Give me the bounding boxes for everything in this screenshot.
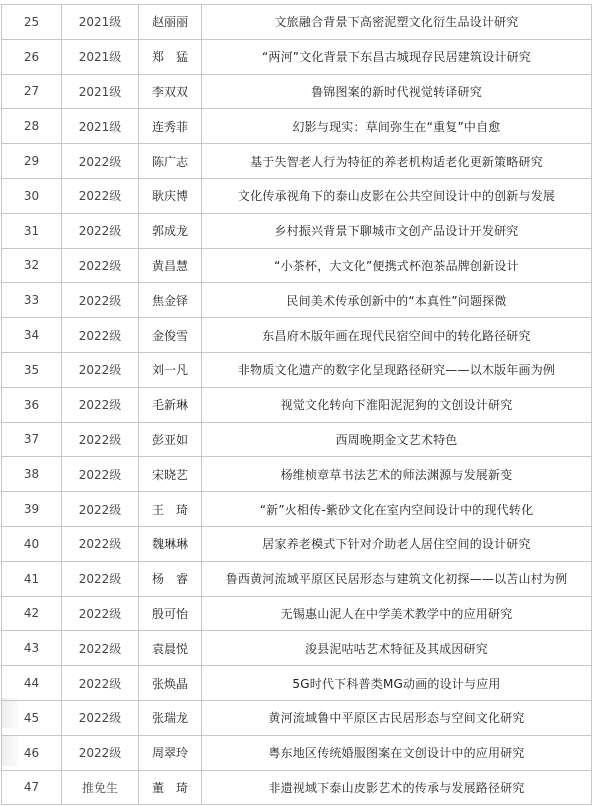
thesis-title-cell: 民间美术传承创新中的“本真性”问题探微 — [202, 283, 592, 318]
table-row — [2, 213, 592, 248]
cohort-cell: 2022级 — [62, 526, 139, 561]
student-name-cell: 耿庆博 — [139, 178, 202, 213]
student-name-cell: 毛新琳 — [139, 387, 202, 422]
row-number-cell: 35 — [2, 352, 62, 387]
row-number-cell: 26 — [2, 39, 62, 74]
thesis-list-table — [1, 4, 592, 805]
row-number-cell: 33 — [2, 283, 62, 318]
row-number-cell: 29 — [2, 144, 62, 179]
thesis-title-cell: 黄河流域鲁中平原区古民居形态与空间文化研究 — [202, 700, 592, 735]
cohort-cell: 2022级 — [62, 700, 139, 735]
row-number-cell: 27 — [2, 74, 62, 109]
table-row — [2, 631, 592, 666]
thesis-title-cell: 东昌府木版年画在现代民宿空间中的转化路径研究 — [202, 318, 592, 353]
thesis-title-cell: “新”火相传-紫砂文化在室内空间设计中的现代转化 — [202, 492, 592, 527]
table-row — [2, 770, 592, 805]
row-number-cell: 42 — [2, 596, 62, 631]
thesis-title-cell: 幻影与现实：草间弥生在“重复”中自愈 — [202, 109, 592, 144]
table-row — [2, 526, 592, 561]
student-name-cell: 陈广志 — [139, 144, 202, 179]
cohort-cell: 2022级 — [62, 144, 139, 179]
thesis-title-cell: 乡村振兴背景下聊城市文创产品设计开发研究 — [202, 213, 592, 248]
table-row — [2, 735, 592, 770]
thesis-title-cell: 文旅融合背景下高密泥塑文化衍生品设计研究 — [202, 5, 592, 40]
table-row — [2, 666, 592, 701]
row-number-cell: 47 — [2, 770, 62, 805]
thesis-title-cell: 居家养老模式下针对介助老人居住空间的设计研究 — [202, 526, 592, 561]
thesis-title-cell: “两河”文化背景下东昌古城现存民居建筑设计研究 — [202, 39, 592, 74]
cohort-cell: 2022级 — [62, 492, 139, 527]
cohort-cell: 2022级 — [62, 666, 139, 701]
table-row — [2, 5, 592, 40]
cohort-cell: 2021级 — [62, 109, 139, 144]
cohort-cell: 2022级 — [62, 213, 139, 248]
cohort-cell: 2022级 — [62, 631, 139, 666]
row-number-cell: 45 — [2, 700, 62, 735]
student-name-cell: 宋晓艺 — [139, 457, 202, 492]
cohort-cell: 2022级 — [62, 178, 139, 213]
table-row — [2, 352, 592, 387]
table-row — [2, 178, 592, 213]
row-number-cell: 34 — [2, 318, 62, 353]
cohort-cell: 推免生 — [62, 770, 139, 805]
row-number-cell: 32 — [2, 248, 62, 283]
student-name-cell: 杨 睿 — [139, 561, 202, 596]
table-row — [2, 596, 592, 631]
table-row — [2, 109, 592, 144]
cohort-cell: 2022级 — [62, 457, 139, 492]
student-name-cell: 魏琳琳 — [139, 526, 202, 561]
cohort-cell: 2021级 — [62, 39, 139, 74]
table-row — [2, 283, 592, 318]
student-name-cell: 郭成龙 — [139, 213, 202, 248]
student-name-cell: 刘一凡 — [139, 352, 202, 387]
student-name-cell: 张瑞龙 — [139, 700, 202, 735]
row-number-cell: 38 — [2, 457, 62, 492]
thesis-title-cell: 非物质文化遗产的数字化呈现路径研究——以木版年画为例 — [202, 352, 592, 387]
row-number-cell: 44 — [2, 666, 62, 701]
student-name-cell: 董 琦 — [139, 770, 202, 805]
student-name-cell: 张焕晶 — [139, 666, 202, 701]
student-name-cell: 李双双 — [139, 74, 202, 109]
row-number-cell: 39 — [2, 492, 62, 527]
table-row — [2, 492, 592, 527]
row-number-cell: 40 — [2, 526, 62, 561]
cohort-cell: 2022级 — [62, 318, 139, 353]
table-row — [2, 248, 592, 283]
student-name-cell: 金俊雪 — [139, 318, 202, 353]
thesis-title-cell: 粤东地区传统婚服图案在文创设计中的应用研究 — [202, 735, 592, 770]
student-name-cell: 袁晨悦 — [139, 631, 202, 666]
table-row — [2, 74, 592, 109]
student-name-cell: 连秀菲 — [139, 109, 202, 144]
student-name-cell: 赵丽丽 — [139, 5, 202, 40]
table-row — [2, 39, 592, 74]
student-name-cell: 焦金铎 — [139, 283, 202, 318]
thesis-title-cell: 文化传承视角下的泰山皮影在公共空间设计中的创新与发展 — [202, 178, 592, 213]
cohort-cell: 2022级 — [62, 596, 139, 631]
table-row — [2, 700, 592, 735]
student-name-cell: 黄昌慧 — [139, 248, 202, 283]
student-name-cell: 彭亚如 — [139, 422, 202, 457]
thesis-title-cell: 西周晚期金文艺术特色 — [202, 422, 592, 457]
thesis-title-cell: 杨维桢章草书法艺术的师法渊源与发展新变 — [202, 457, 592, 492]
table-row — [2, 144, 592, 179]
thesis-title-cell: 浚县泥咕咕艺术特征及其成因研究 — [202, 631, 592, 666]
cohort-cell: 2021级 — [62, 5, 139, 40]
student-name-cell: 周翠玲 — [139, 735, 202, 770]
thesis-title-cell: “小茶杯，大文化”便携式杯泡茶品牌创新设计 — [202, 248, 592, 283]
table-row — [2, 561, 592, 596]
student-name-cell: 郑 猛 — [139, 39, 202, 74]
cohort-cell: 2022级 — [62, 283, 139, 318]
cohort-cell: 2021级 — [62, 74, 139, 109]
table-row — [2, 457, 592, 492]
table-row — [2, 387, 592, 422]
cohort-cell: 2022级 — [62, 387, 139, 422]
table-row — [2, 422, 592, 457]
student-name-cell: 殷可怡 — [139, 596, 202, 631]
row-number-cell: 43 — [2, 631, 62, 666]
row-number-cell: 46 — [2, 735, 62, 770]
table-row — [2, 318, 592, 353]
thesis-title-cell: 基于失智老人行为特征的养老机构适老化更新策略研究 — [202, 144, 592, 179]
cohort-cell: 2022级 — [62, 248, 139, 283]
cohort-cell: 2022级 — [62, 352, 139, 387]
row-number-cell: 30 — [2, 178, 62, 213]
cohort-cell: 2022级 — [62, 422, 139, 457]
row-number-cell: 41 — [2, 561, 62, 596]
thesis-title-cell: 鲁锦图案的新时代视觉转译研究 — [202, 74, 592, 109]
cohort-cell: 2022级 — [62, 735, 139, 770]
row-number-cell: 28 — [2, 109, 62, 144]
row-number-cell: 31 — [2, 213, 62, 248]
thesis-title-cell: 视觉文化转向下淮阳泥泥狗的文创设计研究 — [202, 387, 592, 422]
row-number-cell: 37 — [2, 422, 62, 457]
row-number-cell: 36 — [2, 387, 62, 422]
thesis-title-cell: 非遗视域下泰山皮影艺术的传承与发展路径研究 — [202, 770, 592, 805]
thesis-title-cell: 无锡惠山泥人在中学美术教学中的应用研究 — [202, 596, 592, 631]
row-number-cell: 25 — [2, 5, 62, 40]
thesis-title-cell: 5G时代下科普类MG动画的设计与应用 — [202, 666, 592, 701]
table-body — [2, 5, 592, 805]
cohort-cell: 2022级 — [62, 561, 139, 596]
thesis-title-cell: 鲁西黄河流域平原区民居形态与建筑文化初探——以苫山村为例 — [202, 561, 592, 596]
student-name-cell: 王 琦 — [139, 492, 202, 527]
